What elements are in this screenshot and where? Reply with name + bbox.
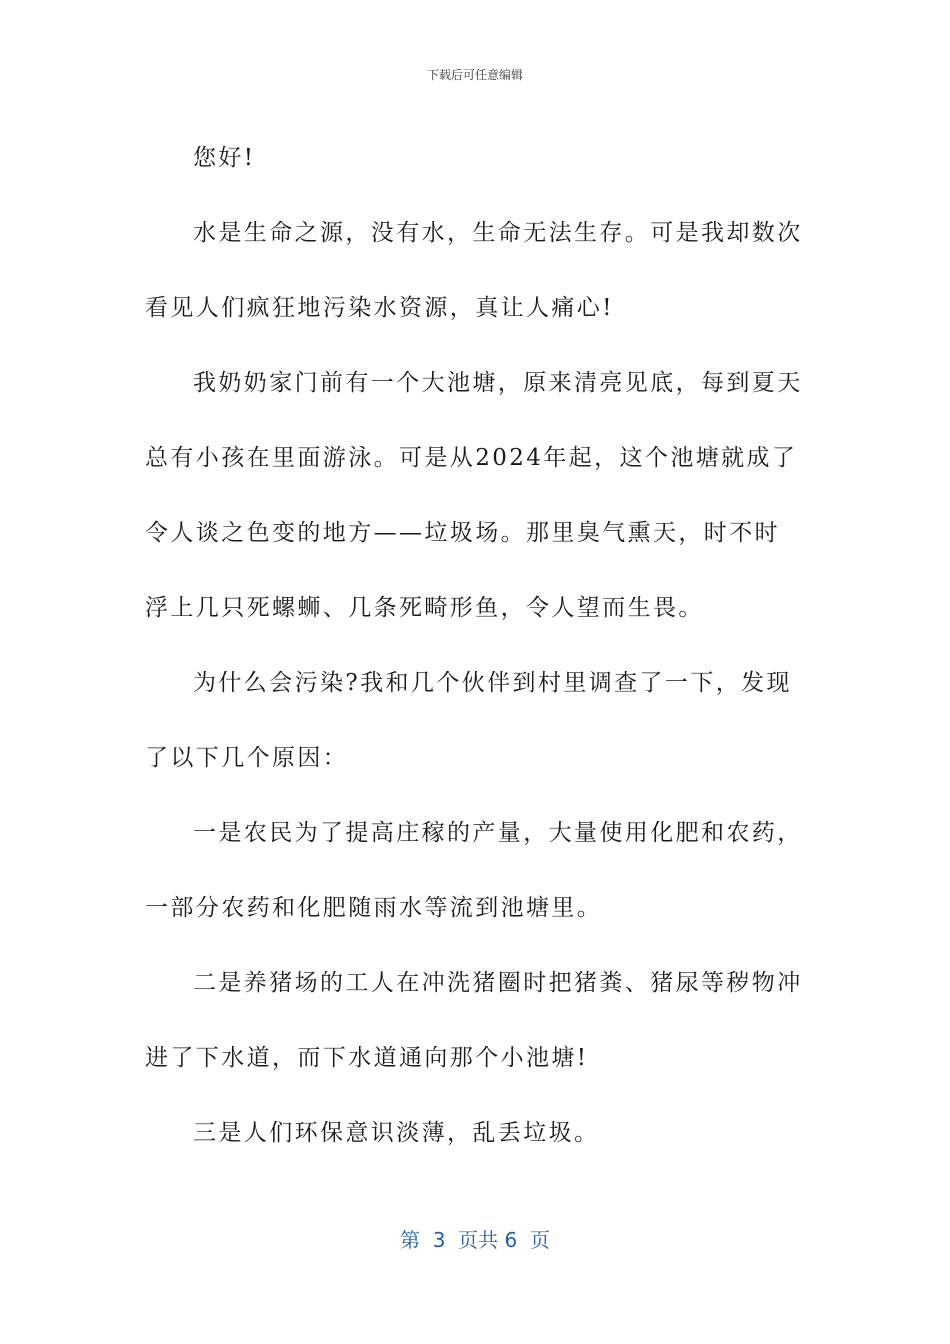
paragraph-pond: 我奶奶家门前有一个大池塘，原来清亮见底，每到夏天总有小孩在里面游泳。可是从2024年起，这个池塘就成了令人谈之色变的地方——垃圾场。那里臭气熏天，时不时浮上几只死螺蛳、几条死畸形鱼，令人望而生畏。 <box>145 370 803 621</box>
paragraph-greeting: 您好! <box>193 145 256 171</box>
paragraph-reason-1: 一是农民为了提高庄稼的产量，大量使用化肥和农药，一部分农药和化肥随雨水等流到池塘里。 <box>145 820 803 921</box>
paragraph-intro: 水是生命之源，没有水，生命无法生存。可是我却数次看见人们疯狂地污染水资源，真让人痛心! <box>145 220 803 321</box>
page-number: 第 3 页共 6 页 <box>400 1228 550 1252</box>
header-note: 下载后可任意编辑 <box>426 68 523 82</box>
document-body <box>145 121 805 1171</box>
paragraph-question: 为什么会污染?我和几个伙伴到村里调查了一下，发现了以下几个原因： <box>145 670 792 771</box>
paragraph-reason-3: 三是人们环保意识淡薄，乱丢垃圾。 <box>193 1120 600 1146</box>
paragraph-reason-2: 二是养猪场的工人在冲洗猪圈时把猪粪、猪尿等秽物冲进了下水道，而下水道通向那个小池塘! <box>145 970 803 1071</box>
